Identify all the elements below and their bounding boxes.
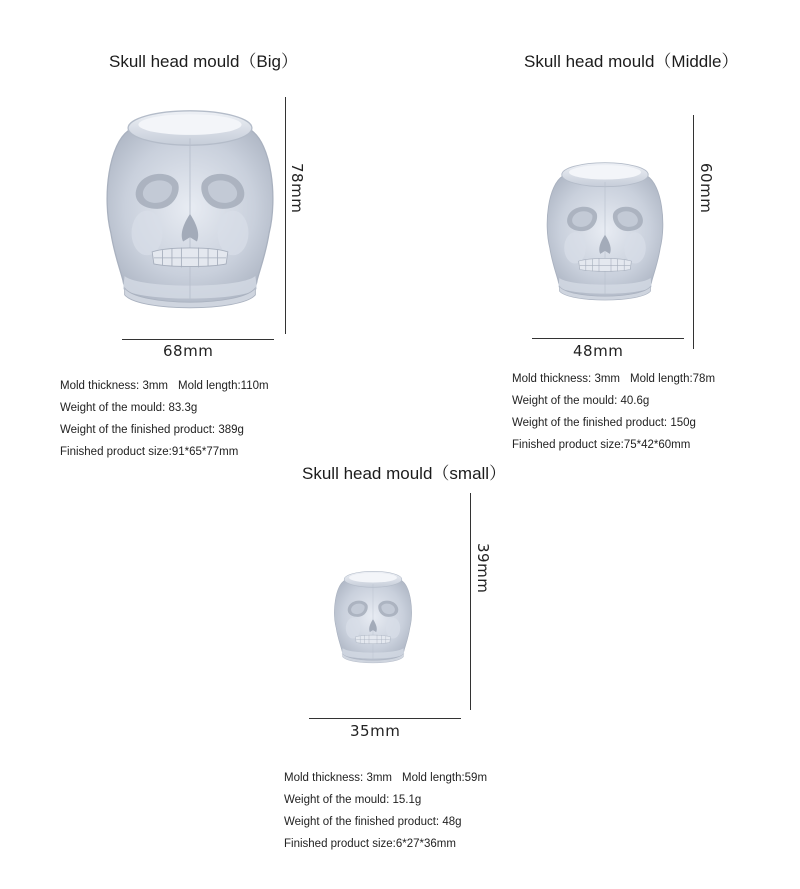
middle-height-dimension-line xyxy=(693,115,694,349)
small-spec-length: Mold length:59m xyxy=(402,772,488,784)
middle-spec-mould-weight: Weight of the mould: 40.6g xyxy=(512,395,650,407)
small-spec-thickness: Mold thickness: 3mm xyxy=(284,772,393,784)
middle-spec-product-size: Finished product size:75*42*60mm xyxy=(512,439,691,451)
middle-specs xyxy=(512,368,715,456)
big-spec-length: Mold length:110m xyxy=(178,380,269,392)
small-width-dimension-line xyxy=(309,718,461,719)
middle-width-dimension-line xyxy=(532,338,684,339)
small-height-dimension-line xyxy=(470,493,471,710)
small-spec-product-weight: Weight of the finished product: 48g xyxy=(284,816,462,828)
small-spec-mould-weight: Weight of the mould: 15.1g xyxy=(284,794,422,806)
big-spec-mould-weight: Weight of the mould: 83.3g xyxy=(60,402,198,414)
big-mould-title: Skull head mould（Big） xyxy=(109,52,298,71)
small-height-label: 39mm xyxy=(474,543,492,594)
big-spec-product-weight: Weight of the finished product: 389g xyxy=(60,424,244,436)
big-width-label: 68mm xyxy=(163,342,214,360)
big-width-dimension-line xyxy=(122,339,274,340)
small-width-label: 35mm xyxy=(350,722,401,740)
middle-spec-length: Mold length:78m xyxy=(630,373,716,385)
big-height-label: 78mm xyxy=(288,163,306,214)
big-spec-product-size: Finished product size:91*65*77mm xyxy=(60,446,239,458)
big-skull-mould-image xyxy=(104,87,276,329)
small-mould-title: Skull head mould（small） xyxy=(302,464,507,483)
middle-width-label: 48mm xyxy=(573,342,624,360)
big-specs xyxy=(60,375,269,463)
big-spec-thickness: Mold thickness: 3mm xyxy=(60,380,169,392)
middle-spec-thickness: Mold thickness: 3mm xyxy=(512,373,621,385)
middle-mould-title: Skull head mould（Middle） xyxy=(524,52,739,71)
middle-spec-product-weight: Weight of the finished product: 150g xyxy=(512,417,696,429)
big-height-dimension-line xyxy=(285,97,286,334)
small-spec-product-size: Finished product size:6*27*36mm xyxy=(284,838,456,850)
small-specs xyxy=(284,767,487,855)
small-skull-mould-image xyxy=(333,555,413,678)
middle-height-label: 60mm xyxy=(697,163,715,214)
middle-skull-mould-image xyxy=(545,140,665,321)
